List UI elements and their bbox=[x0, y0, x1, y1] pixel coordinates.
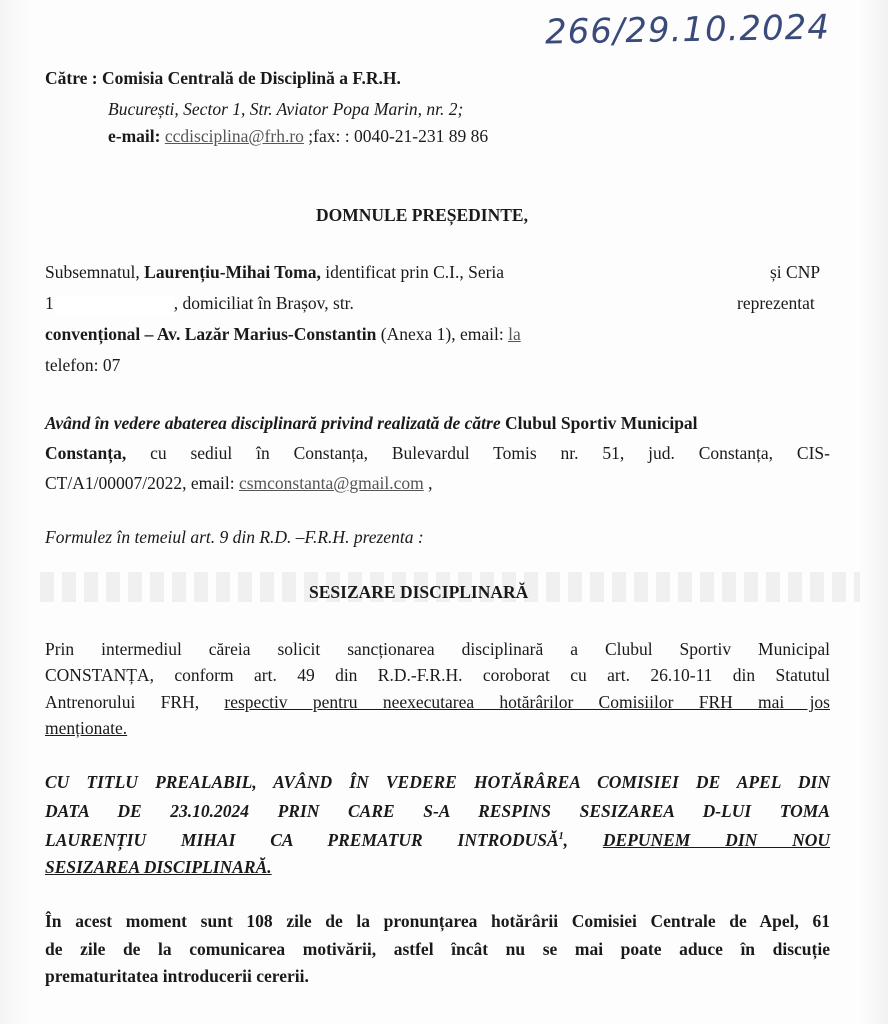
fax-text: ;fax: : 0040-21-231 89 86 bbox=[303, 126, 489, 146]
body-text: Antrenorului FRH, bbox=[45, 692, 225, 712]
document-title: SESIZARE DISCIPLINARĂ bbox=[309, 582, 529, 602]
intro-cnp-label: și CNP bbox=[770, 262, 821, 282]
final-line-1: În acest moment sunt 108 zile de la pronunțarea hotărârii Comisiei Centrale de Apel, 61 bbox=[45, 911, 830, 931]
redacted-cnp bbox=[54, 295, 174, 315]
represented-label: reprezentat bbox=[737, 293, 815, 313]
preliminary-underlined: DEPUNEM DIN NOU bbox=[602, 830, 830, 850]
considering-line-1 bbox=[45, 413, 698, 434]
preliminary-line-2: DATA DE 23.10.2024 PRIN CARE S-A RESPINS SESIZAREA D-LUI TOMA bbox=[45, 801, 830, 821]
phone-line: telefon: 07 bbox=[45, 355, 121, 375]
body-underlined: respectiv pentru neexecutarea hotărârilor Comisiilor FRH mai jos bbox=[224, 692, 830, 712]
club-city: Constanța, bbox=[45, 443, 127, 463]
intro-id-text: identificat prin C.I., Seria bbox=[320, 262, 505, 282]
club-registration: CT/A1/00007/2022, email: bbox=[45, 473, 239, 493]
final-line-2: de zile de la comunicarea motivării, astfel încât nu se mai poate aduce în discuție bbox=[45, 939, 830, 959]
intro-line-3 bbox=[45, 324, 521, 345]
final-line-3: prematuritatea introducerii cererii. bbox=[45, 966, 309, 986]
email-link[interactable]: ccdisciplina@frh.ro bbox=[164, 126, 304, 146]
annex-email-label: (Anexa 1), email: bbox=[376, 324, 509, 344]
lawyer-email-link[interactable]: la bbox=[508, 324, 521, 344]
handwritten-registration-number: 266/29.10.2024 bbox=[544, 7, 831, 53]
considering-line-3 bbox=[45, 473, 432, 494]
preliminary-text: LAURENȚIU MIHAI CA PREMATUR INTRODUSĂ bbox=[45, 830, 559, 850]
body-line-2: CONSTANȚA, conform art. 49 din R.D.-F.R.H. coroborat cu art. 26.10-11 din Statutul bbox=[45, 665, 830, 685]
recipient-line bbox=[45, 68, 401, 89]
club-name: Clubul Sportiv Municipal bbox=[504, 413, 698, 433]
contact-line bbox=[108, 126, 488, 147]
to-label: Către : bbox=[45, 68, 103, 88]
applicant-name: Laurențiu-Mihai Toma, bbox=[144, 262, 321, 282]
domicile-text: , domiciliat în Brașov, str. bbox=[173, 293, 354, 313]
lawyer-name: convențional – Av. Lazăr Marius-Constantin bbox=[45, 324, 377, 344]
recipient-address: București, Sector 1, Str. Aviator Popa Marin, nr. 2; bbox=[108, 99, 464, 119]
formulate-line: Formulez în temeiul art. 9 din R.D. –F.R.H. prezenta : bbox=[45, 527, 424, 547]
comma: , bbox=[423, 473, 433, 493]
club-email-link[interactable]: csmconstanta@gmail.com bbox=[238, 473, 424, 493]
considering-text: Având în vedere abaterea disciplinară privind realizată de către bbox=[45, 413, 505, 433]
salutation: DOMNULE PREȘEDINTE, bbox=[316, 205, 528, 225]
comma-sep: , bbox=[563, 830, 603, 850]
preliminary-line-1: CU TITLU PREALABIL, AVÂND ÎN VEDERE HOTĂRÂREA COMISIEI DE APEL DIN bbox=[45, 772, 830, 792]
body-line-4: menționate. bbox=[45, 718, 128, 738]
club-address: cu sediul în Constanța, Bulevardul Tomis nr. 51, jud. Constanța, CIS- bbox=[126, 443, 830, 463]
considering-line-2 bbox=[45, 443, 830, 464]
email-label: e-mail: bbox=[108, 126, 165, 146]
recipient-name: Comisia Centrală de Disciplină a F.R.H. bbox=[102, 68, 401, 88]
preliminary-line-3 bbox=[45, 830, 830, 851]
intro-line-1a bbox=[45, 262, 504, 283]
preliminary-line-4: SESIZAREA DISCIPLINARĂ. bbox=[45, 857, 272, 877]
footnote-marker: 1 bbox=[558, 831, 564, 843]
body-line-3 bbox=[45, 692, 830, 713]
intro-line-2 bbox=[45, 293, 354, 315]
intro-text: Subsemnatul, bbox=[45, 262, 145, 282]
cnp-prefix: 1 bbox=[45, 293, 54, 313]
body-line-1: Prin intermediul căreia solicit sancționarea disciplinară a Clubul Sportiv Municipal bbox=[45, 639, 830, 659]
